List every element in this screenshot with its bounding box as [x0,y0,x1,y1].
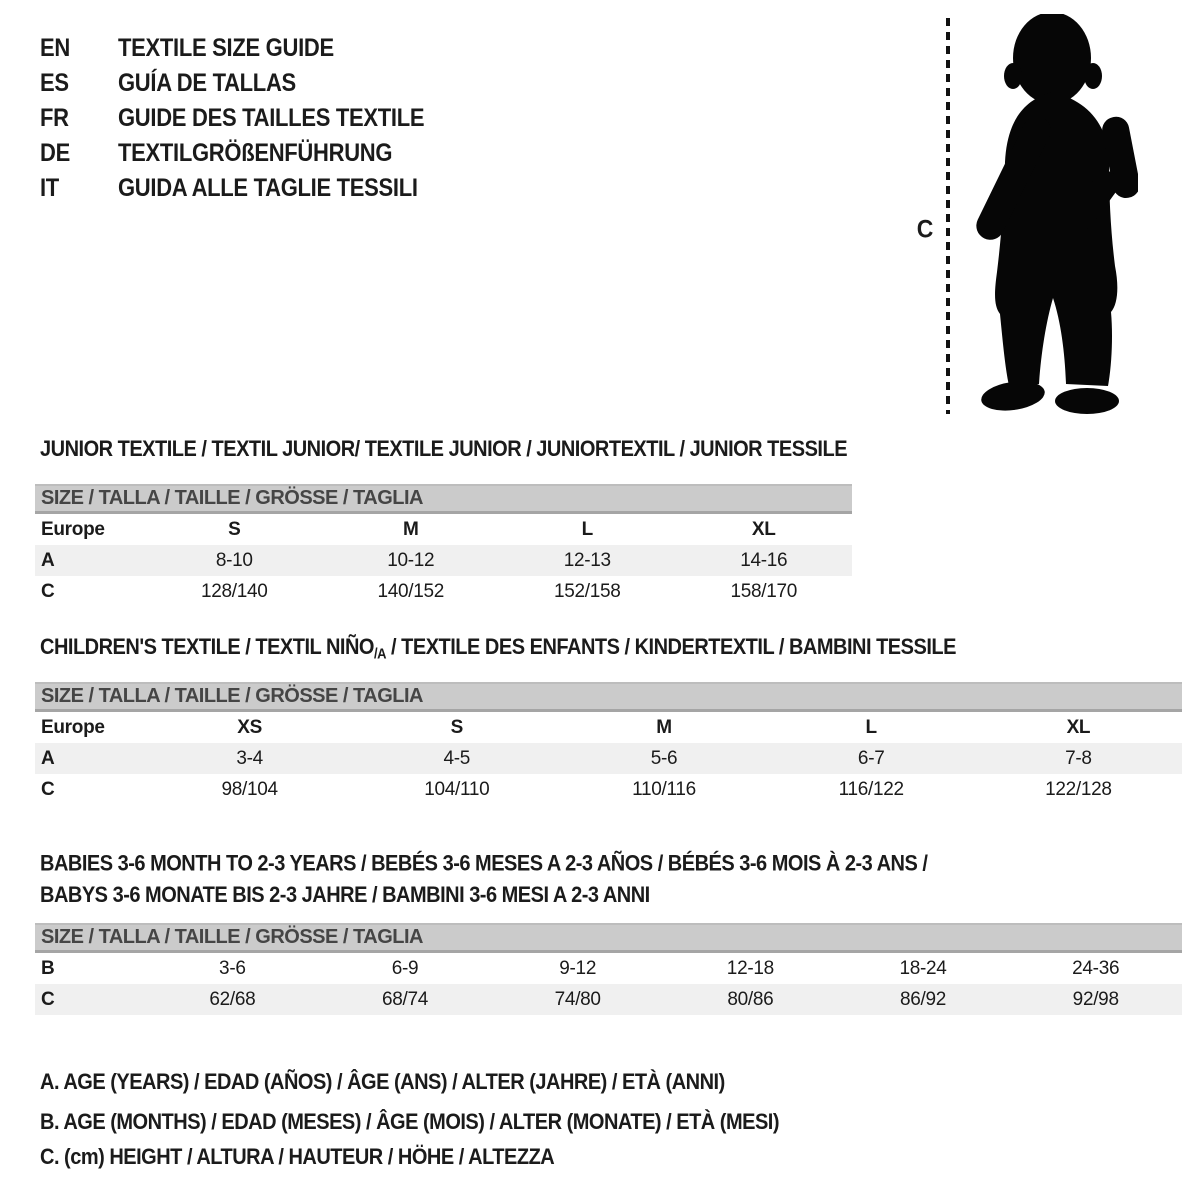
value-cell: 128/140 [200,580,268,602]
babies-title-line1: BABIES 3-6 MONTH TO 2-3 YEARS / BEBÉS 3-6 MESES A 2-3 AÑOS / BÉBÉS 3-6 MOIS À 2-3 ANS / [40,851,928,876]
size-header-bar: SIZE / TALLA / TAILLE / GRÖSSE / TAGLIA [35,682,1182,712]
value-cell: 10-12 [387,549,435,571]
value-cell: 122/128 [1045,778,1112,800]
size-cell: S [228,518,241,540]
measure-label-c: C [916,214,934,244]
table-row [35,743,1182,774]
babies-size-table [35,923,1182,1015]
size-cell: S [450,716,463,738]
size-cell: L [581,518,593,540]
language-title-block [40,30,424,205]
value-cell: 158/170 [730,580,798,602]
baby-silhouette-icon [963,14,1138,416]
value-cell: 24-36 [1072,957,1120,979]
size-cell: M [402,518,419,540]
children-section-title [40,634,956,663]
language-code: EN [40,32,70,61]
babies-section-title [40,848,927,911]
row-label: Europe [41,716,105,738]
table-row [35,984,1182,1015]
row-label: A [41,549,55,571]
babies-title-line2: BABYS 3-6 MONATE BIS 2-3 JAHRE / BAMBINI 3-6 MESI A 2-3 ANNI [40,882,650,908]
value-cell: 110/116 [632,778,696,800]
value-cell: 140/152 [377,580,445,602]
table-row [35,953,1182,984]
row-label: C [41,778,55,800]
language-label: TEXTILE SIZE GUIDE [118,32,334,61]
value-cell: 7-8 [1065,747,1092,769]
value-cell: 86/92 [900,988,947,1010]
language-label: GUIDA ALLE TAGLIE TESSILI [118,172,418,201]
row-label: C [41,580,55,602]
language-label: GUÍA DE TALLAS [118,67,296,96]
value-cell: 98/104 [221,778,278,800]
value-cell: 3-6 [219,957,246,979]
row-label: B [41,957,55,979]
legend-line-b: B. AGE (MONTHS) / EDAD (MESES) / ÂGE (MOIS) / ALTER (MONATE) / ETÀ (MESI) [40,1110,780,1135]
size-cell: L [865,716,877,738]
value-cell: 9-12 [559,957,597,979]
language-label: TEXTILGRÖßENFÜHRUNG [118,137,393,166]
language-row [40,28,424,67]
language-code: ES [40,67,69,96]
value-cell: 68/74 [381,988,429,1010]
value-cell: 62/68 [209,988,256,1010]
row-label: Europe [41,518,105,540]
row-label: A [41,747,55,769]
value-cell: 18-24 [899,957,947,979]
size-header-bar: SIZE / TALLA / TAILLE / GRÖSSE / TAGLIA [35,923,1182,953]
value-cell: 8-10 [215,549,253,571]
language-row [40,133,424,172]
value-cell: 80/86 [727,988,774,1010]
value-cell: 74/80 [554,988,601,1010]
language-label: GUIDE DES TAILLES TEXTILE [118,102,425,131]
table-row [35,774,1182,805]
value-cell: 6-7 [857,747,885,769]
value-cell: 12-18 [726,957,774,979]
value-cell: 3-4 [236,747,263,769]
children-size-table [35,682,1182,805]
size-cell: XL [1066,716,1091,738]
height-measure-line [944,16,952,416]
size-cell: XL [751,518,776,540]
table-row [35,712,1182,743]
language-code: IT [40,172,59,201]
value-cell: 12-13 [563,549,611,571]
value-cell: 104/110 [424,778,490,800]
language-code: DE [40,137,70,166]
value-cell: 5-6 [650,747,678,769]
language-row [40,98,424,137]
language-row [40,63,424,102]
value-cell: 116/122 [838,778,904,800]
language-row [40,168,424,207]
children-title-prefix: CHILDREN'S TEXTILE / TEXTIL NIÑO [40,635,374,660]
children-title-subscript: /A [373,645,386,662]
table-row [35,576,852,607]
row-label: C [41,988,55,1010]
value-cell: 6-9 [391,957,419,979]
junior-size-table [35,484,852,607]
size-cell: M [656,716,672,738]
legend-line-a: A. AGE (YEARS) / EDAD (AÑOS) / ÂGE (ANS) / ALTER (JAHRE) / ETÀ (ANNI) [40,1070,725,1095]
table-row [35,545,852,576]
value-cell: 92/98 [1072,988,1119,1010]
value-cell: 14-16 [740,549,788,571]
children-title-suffix: / TEXTILE DES ENFANTS / KINDERTEXTIL / BAMBINI TESSILE [385,635,956,660]
language-code: FR [40,102,69,131]
value-cell: 4-5 [443,747,471,769]
legend-line-c: C. (cm) HEIGHT / ALTURA / HAUTEUR / HÖHE / ALTEZZA [40,1145,555,1170]
value-cell: 152/158 [553,580,621,602]
junior-section-title: JUNIOR TEXTILE / TEXTIL JUNIOR/ TEXTILE JUNIOR / JUNIORTEXTIL / JUNIOR TESSILE [40,437,848,462]
size-cell: XS [237,716,262,738]
table-row [35,514,852,545]
size-header-bar: SIZE / TALLA / TAILLE / GRÖSSE / TAGLIA [35,484,852,514]
